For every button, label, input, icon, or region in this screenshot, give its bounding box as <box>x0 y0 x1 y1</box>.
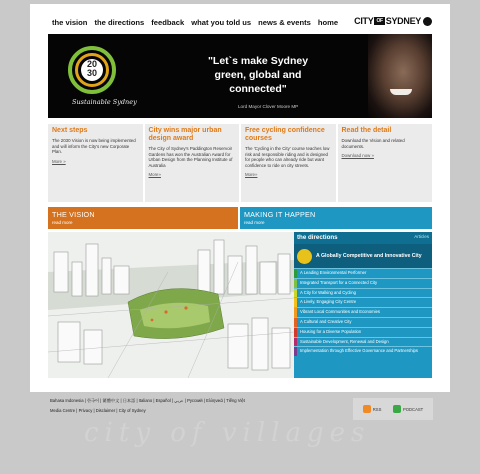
footer-links: Media Centre | Privacy | Disclaimer | City of Sydney <box>50 408 146 413</box>
podcast-label: PODCAST <box>402 406 424 412</box>
nav-home[interactable]: home <box>317 18 339 27</box>
directions-list <box>294 268 432 356</box>
direction-badge-icon <box>297 249 312 264</box>
column-title[interactable]: Free cycling confidence courses <box>245 127 325 142</box>
lang-link[interactable]: 繁體中文 <box>102 398 120 403</box>
direction-item[interactable] <box>294 317 432 327</box>
read-more-link[interactable]: read more <box>244 220 265 225</box>
lang-link[interactable]: 한국어 <box>86 398 100 403</box>
more-link[interactable]: More» <box>148 172 161 178</box>
footer-media-centre[interactable]: Media Centre <box>50 408 76 413</box>
nav-the-directions[interactable]: the directions <box>94 18 145 27</box>
rss-label: RSS <box>372 406 382 412</box>
footer-disclaimer[interactable]: Disclaimer <box>95 408 116 413</box>
lang-link[interactable]: Русский <box>187 398 203 403</box>
direction-item[interactable] <box>294 346 432 356</box>
logo-sydney-text: SYDNEY <box>385 16 421 26</box>
lang-link[interactable]: Italiano <box>138 398 153 403</box>
nav-what-you-told-us[interactable]: what you told us <box>191 18 252 27</box>
podcast-link[interactable] <box>393 405 423 413</box>
direction-item[interactable] <box>294 268 432 278</box>
news-column <box>241 124 336 202</box>
banner-quote: "Let`s make Sydney green, global and connected" <box>207 55 309 95</box>
column-body: The 2030 Vision is now being implemented and will inform the City's new Corporate Plan. <box>52 138 136 155</box>
column-body: The 'Cycling in the City' course teaches low risk and responsible riding and is designed for people who can already ride but want confidence to ride on city streets. <box>245 146 330 168</box>
banner-attribution: Lord Mayor Clover Moore MP <box>238 104 299 109</box>
column-body: The City of Sydney's Paddington Reservoir Gardens has won the Australian Award for Urban Design from the Planning Institute of Australia <box>148 146 233 168</box>
directions-panel <box>294 232 432 378</box>
making-it-happen-title: MAKING IT HAPPEN <box>244 210 316 219</box>
city-skyline-image <box>48 232 294 378</box>
page-container <box>30 4 450 392</box>
lang-link[interactable]: عربي <box>174 398 184 403</box>
lang-link[interactable]: Tiếng Việt <box>226 398 245 403</box>
direction-label: Vibrant Local Communities and Economies <box>300 309 380 315</box>
more-link[interactable]: More » <box>52 158 66 164</box>
direction-label: A City for Walking and Cycling <box>300 289 356 295</box>
rss-link[interactable] <box>363 405 382 413</box>
direction-label: Integrated Transport for a Connected City <box>300 279 378 285</box>
column-title[interactable]: Read the detail <box>341 127 392 134</box>
direction-label: A Lively, Engaging City Centre <box>300 299 357 305</box>
lang-link[interactable]: Bahasa Indonesia <box>50 398 84 403</box>
city-of-villages-tagline: city of villages <box>84 418 371 448</box>
footer-privacy[interactable]: Privacy <box>78 408 93 413</box>
read-more-link[interactable]: read more <box>52 220 73 225</box>
the-vision-title: THE VISION <box>52 210 95 219</box>
direction-label: Sustainable Development, Renewal and Design <box>300 338 389 344</box>
news-column <box>48 124 143 202</box>
news-column <box>145 124 240 202</box>
rss-icon <box>363 405 371 413</box>
directions-header <box>294 232 432 244</box>
making-it-happen-bar[interactable] <box>240 207 432 229</box>
direction-item[interactable] <box>294 327 432 337</box>
direction-item[interactable] <box>294 288 432 298</box>
main-nav <box>52 18 338 27</box>
column-title[interactable]: Next steps <box>52 127 88 134</box>
direction-item[interactable] <box>294 337 432 347</box>
direction-label: Housing for a Diverse Population <box>300 328 362 334</box>
news-column <box>338 124 433 202</box>
directions-archive-link[interactable]: Articles <box>414 234 429 239</box>
directions-title: the directions <box>297 234 338 241</box>
direction-item[interactable] <box>294 297 432 307</box>
banner-tagline: Sustainable Sydney <box>72 98 137 106</box>
more-link[interactable]: More» <box>245 172 258 178</box>
direction-label: A Cultural and Creative City <box>300 318 352 324</box>
download-link[interactable]: Download now » <box>341 153 374 159</box>
news-columns <box>48 124 432 202</box>
direction-label: A Leading Environmental Performer <box>300 270 367 275</box>
logo-of-text: OF <box>376 18 383 24</box>
feeds-box <box>353 398 433 420</box>
direction-item[interactable] <box>294 278 432 288</box>
city-of-sydney-logo[interactable] <box>354 16 432 26</box>
the-vision-bar[interactable] <box>48 207 238 229</box>
column-title[interactable]: City wins major urban design award <box>148 127 222 142</box>
direction-label: Implementation through Effective Governance and Partnerships <box>300 348 418 354</box>
column-body: Download the Vision and related documents. <box>341 138 405 149</box>
logo-year: 20 30 <box>86 59 97 78</box>
footer <box>50 396 245 416</box>
logo-city-text: CITY <box>354 16 374 26</box>
direction-item[interactable] <box>294 307 432 317</box>
language-links: Bahasa Indonesia | 한국어 | 繁體中文 | 日本語 | Italiano | Español | عربي | Русский | Ελληνικά | Tiếng Việt <box>50 398 245 403</box>
lang-link[interactable]: Español <box>155 398 171 403</box>
podcast-icon <box>393 405 401 413</box>
lang-link[interactable]: Ελληνικά <box>206 398 223 403</box>
city-illustration <box>48 232 294 378</box>
nav-news-events[interactable]: news & events <box>258 18 311 27</box>
directions-feature[interactable] <box>294 244 432 268</box>
hero-banner <box>48 34 432 118</box>
lang-link[interactable]: 日本語 <box>122 398 136 403</box>
footer-city-of-sydney[interactable]: City of Sydney <box>118 408 146 413</box>
nav-the-vision[interactable]: the vision <box>52 18 88 27</box>
feature-label: A Globally Competitive and Innovative City <box>316 253 422 259</box>
logo-globe-icon <box>423 17 432 26</box>
nav-feedback[interactable]: feedback <box>151 18 185 27</box>
lord-mayor-photo <box>368 34 432 118</box>
